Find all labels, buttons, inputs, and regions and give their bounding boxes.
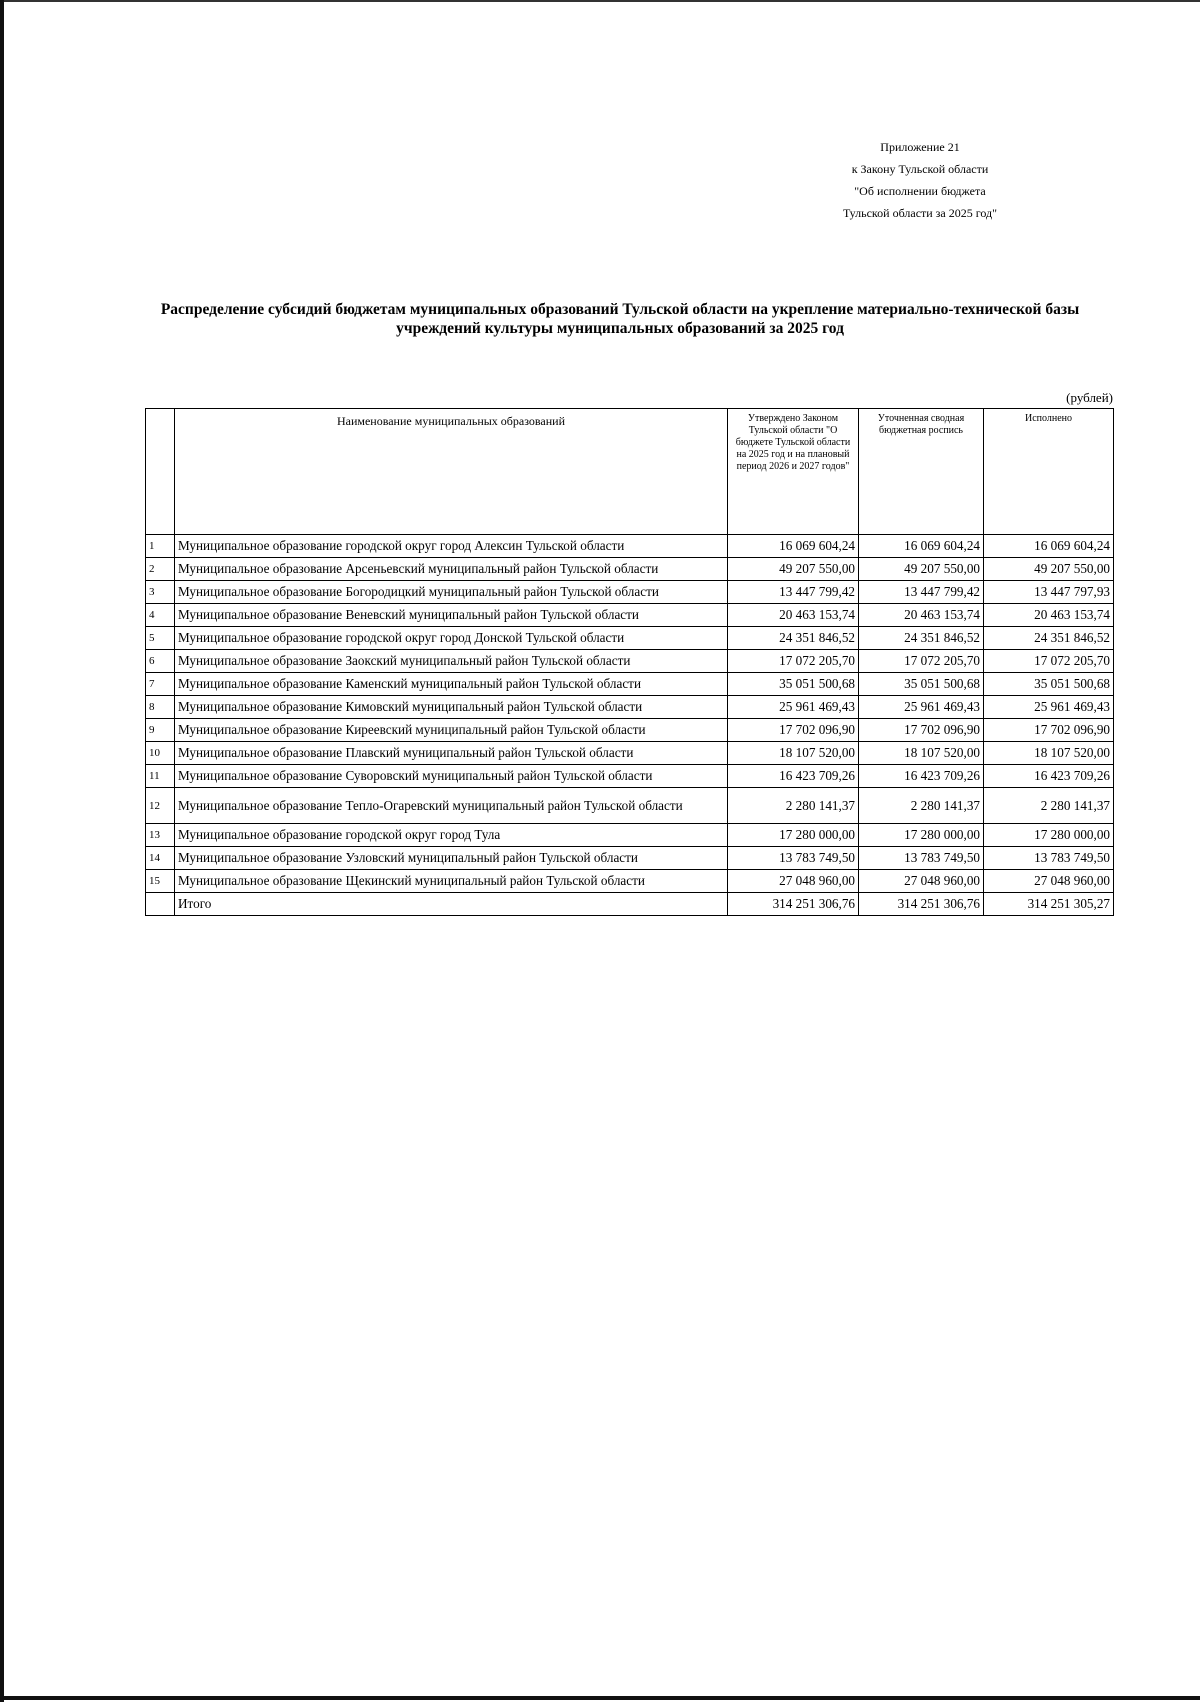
total-label: Итого bbox=[175, 893, 728, 916]
table-row bbox=[146, 627, 1114, 650]
row-number: 8 bbox=[146, 696, 175, 719]
row-executed: 27 048 960,00 bbox=[984, 870, 1114, 893]
header-no bbox=[146, 409, 175, 535]
header-name: Наименование муниципальных образований bbox=[175, 409, 728, 535]
row-revised: 25 961 469,43 bbox=[859, 696, 984, 719]
row-name: Муниципальное образование городской округ город Донской Тульской области bbox=[175, 627, 728, 650]
row-executed: 20 463 153,74 bbox=[984, 604, 1114, 627]
total-revised: 314 251 306,76 bbox=[859, 893, 984, 916]
row-approved: 24 351 846,52 bbox=[728, 627, 859, 650]
table-row bbox=[146, 535, 1114, 558]
row-name: Муниципальное образование Заокский муниципальный район Тульской области bbox=[175, 650, 728, 673]
row-approved: 27 048 960,00 bbox=[728, 870, 859, 893]
row-approved: 17 702 096,90 bbox=[728, 719, 859, 742]
row-executed: 35 051 500,68 bbox=[984, 673, 1114, 696]
row-executed: 13 447 797,93 bbox=[984, 581, 1114, 604]
row-name: Муниципальное образование Кимовский муниципальный район Тульской области bbox=[175, 696, 728, 719]
row-approved: 2 280 141,37 bbox=[728, 788, 859, 824]
row-number: 9 bbox=[146, 719, 175, 742]
table-row bbox=[146, 581, 1114, 604]
row-name: Муниципальное образование Суворовский муниципальный район Тульской области bbox=[175, 765, 728, 788]
row-approved: 25 961 469,43 bbox=[728, 696, 859, 719]
row-executed: 24 351 846,52 bbox=[984, 627, 1114, 650]
table-row bbox=[146, 604, 1114, 627]
table-row bbox=[146, 765, 1114, 788]
total-executed: 314 251 305,27 bbox=[984, 893, 1114, 916]
row-approved: 18 107 520,00 bbox=[728, 742, 859, 765]
row-number: 3 bbox=[146, 581, 175, 604]
row-number: 10 bbox=[146, 742, 175, 765]
row-revised: 24 351 846,52 bbox=[859, 627, 984, 650]
row-executed: 17 702 096,90 bbox=[984, 719, 1114, 742]
table-header-row bbox=[146, 409, 1114, 535]
table-row bbox=[146, 788, 1114, 824]
row-revised: 16 069 604,24 bbox=[859, 535, 984, 558]
scan-edge-left bbox=[0, 0, 4, 1702]
table-row bbox=[146, 847, 1114, 870]
scan-edge-bottom bbox=[0, 1696, 1200, 1700]
row-executed: 25 961 469,43 bbox=[984, 696, 1114, 719]
row-approved: 16 423 709,26 bbox=[728, 765, 859, 788]
table-row bbox=[146, 742, 1114, 765]
row-number: 4 bbox=[146, 604, 175, 627]
row-number: 1 bbox=[146, 535, 175, 558]
table-row bbox=[146, 558, 1114, 581]
row-executed: 17 280 000,00 bbox=[984, 824, 1114, 847]
row-name: Муниципальное образование Щекинский муниципальный район Тульской области bbox=[175, 870, 728, 893]
table-row bbox=[146, 719, 1114, 742]
row-executed: 17 072 205,70 bbox=[984, 650, 1114, 673]
row-number: 12 bbox=[146, 788, 175, 824]
row-approved: 13 447 799,42 bbox=[728, 581, 859, 604]
unit-label: (рублей) bbox=[1066, 390, 1113, 405]
row-name: Муниципальное образование Плавский муниципальный район Тульской области bbox=[175, 742, 728, 765]
table-body bbox=[146, 535, 1114, 916]
row-name: Муниципальное образование городской округ город Тула bbox=[175, 824, 728, 847]
row-name: Муниципальное образование Арсеньевский муниципальный район Тульской области bbox=[175, 558, 728, 581]
row-approved: 20 463 153,74 bbox=[728, 604, 859, 627]
row-name: Муниципальное образование Тепло-Огаревский муниципальный район Тульской области bbox=[175, 788, 728, 824]
row-number: 14 bbox=[146, 847, 175, 870]
row-number: 15 bbox=[146, 870, 175, 893]
row-number: 13 bbox=[146, 824, 175, 847]
row-number: 2 bbox=[146, 558, 175, 581]
row-revised: 17 072 205,70 bbox=[859, 650, 984, 673]
row-revised: 27 048 960,00 bbox=[859, 870, 984, 893]
total-row bbox=[146, 893, 1114, 916]
table-row bbox=[146, 650, 1114, 673]
row-approved: 17 072 205,70 bbox=[728, 650, 859, 673]
row-name: Муниципальное образование городской округ город Алексин Тульской области bbox=[175, 535, 728, 558]
document-title: Распределение субсидий бюджетам муниципальных образований Тульской области на укрепление материально-технической базы учреждений культуры муниципальных образований за 2025 год bbox=[160, 301, 1080, 337]
header-approved: Утверждено Законом Тульской области "О бюджете Тульской области на 2025 год и на плановый период 2026 и 2027 годов" bbox=[728, 409, 859, 535]
row-executed: 13 783 749,50 bbox=[984, 847, 1114, 870]
appendix-line: "Об исполнении бюджета bbox=[854, 184, 986, 198]
header-executed: Исполнено bbox=[984, 409, 1114, 535]
row-approved: 13 783 749,50 bbox=[728, 847, 859, 870]
row-approved: 49 207 550,00 bbox=[728, 558, 859, 581]
row-executed: 18 107 520,00 bbox=[984, 742, 1114, 765]
row-executed: 2 280 141,37 bbox=[984, 788, 1114, 824]
row-revised: 35 051 500,68 bbox=[859, 673, 984, 696]
row-revised: 49 207 550,00 bbox=[859, 558, 984, 581]
row-revised: 13 447 799,42 bbox=[859, 581, 984, 604]
total-number bbox=[146, 893, 175, 916]
row-approved: 17 280 000,00 bbox=[728, 824, 859, 847]
row-number: 11 bbox=[146, 765, 175, 788]
table-row bbox=[146, 870, 1114, 893]
table-row bbox=[146, 824, 1114, 847]
row-revised: 20 463 153,74 bbox=[859, 604, 984, 627]
row-number: 6 bbox=[146, 650, 175, 673]
row-revised: 18 107 520,00 bbox=[859, 742, 984, 765]
row-approved: 16 069 604,24 bbox=[728, 535, 859, 558]
row-number: 7 bbox=[146, 673, 175, 696]
table-row bbox=[146, 673, 1114, 696]
row-executed: 49 207 550,00 bbox=[984, 558, 1114, 581]
row-revised: 16 423 709,26 bbox=[859, 765, 984, 788]
row-revised: 17 280 000,00 bbox=[859, 824, 984, 847]
appendix-line: Тульской области за 2025 год" bbox=[842, 206, 998, 220]
appendix-line: к Закону Тульской области bbox=[851, 162, 989, 176]
row-name: Муниципальное образование Каменский муниципальный район Тульской области bbox=[175, 673, 728, 696]
row-revised: 17 702 096,90 bbox=[859, 719, 984, 742]
row-revised: 13 783 749,50 bbox=[859, 847, 984, 870]
row-name: Муниципальное образование Веневский муниципальный район Тульской области bbox=[175, 604, 728, 627]
total-approved: 314 251 306,76 bbox=[728, 893, 859, 916]
row-executed: 16 423 709,26 bbox=[984, 765, 1114, 788]
row-name: Муниципальное образование Богородицкий муниципальный район Тульской области bbox=[175, 581, 728, 604]
row-name: Муниципальное образование Киреевский муниципальный район Тульской области bbox=[175, 719, 728, 742]
scan-edge-top bbox=[0, 0, 1200, 2]
row-name: Муниципальное образование Узловский муниципальный район Тульской области bbox=[175, 847, 728, 870]
row-approved: 35 051 500,68 bbox=[728, 673, 859, 696]
row-executed: 16 069 604,24 bbox=[984, 535, 1114, 558]
appendix-note bbox=[800, 136, 1040, 224]
subsidy-table bbox=[145, 408, 1114, 916]
table-row bbox=[146, 696, 1114, 719]
appendix-line: Приложение 21 bbox=[880, 140, 960, 154]
header-revised: Уточненная сводная бюджетная роспись bbox=[859, 409, 984, 535]
row-number: 5 bbox=[146, 627, 175, 650]
row-revised: 2 280 141,37 bbox=[859, 788, 984, 824]
